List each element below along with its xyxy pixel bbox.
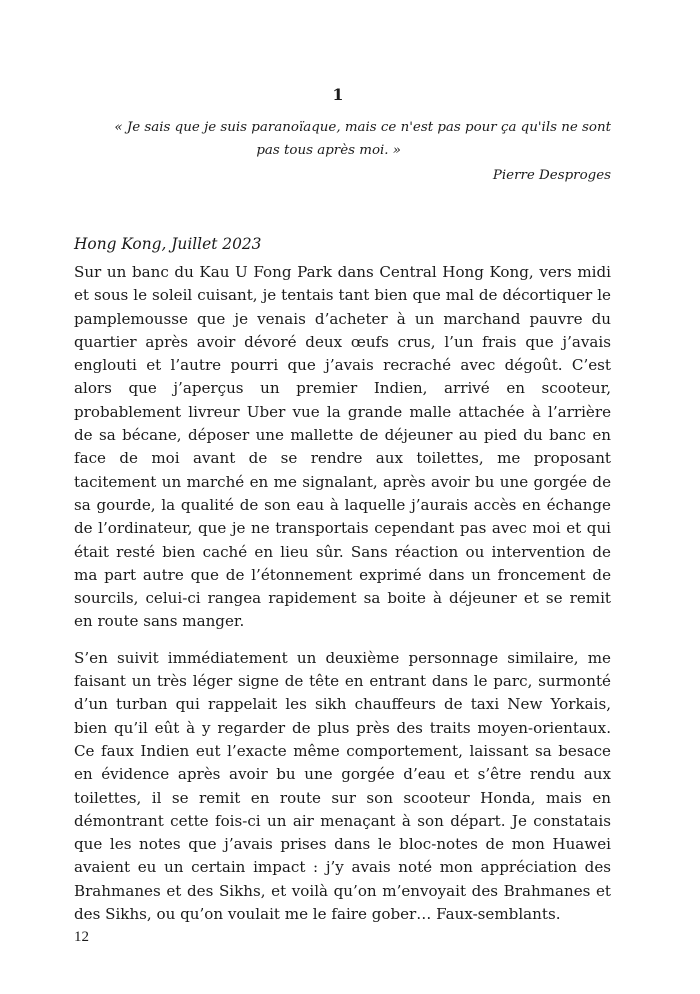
place-date-heading: Hong Kong, Juillet 2023 xyxy=(74,235,262,253)
paragraph: S’en suivit immédiatement un deuxième personnage similaire, me faisant un très léger signe de tête en entrant dans le parc, surmonté d’un turban qui rappelait les sikh chauffeurs de taxi New Yorkais, bien qu’il eût à y regarder de plus près des traits moyen-orientaux. Ce faux Indien eut l’exacte même comportement, laissant sa besace en évidence après avoir bu une gorgée d’eau et s’être rendu aux toilettes, il se remit en route sur son scooteur Honda, mais en démontrant cette fois-ci un air menaçant à son départ. Je constatais que les notes que j’avais prises dans le bloc-notes de mon Huawei avaient eu un certain impact : j’y avais noté mon appréciation des Brahmanes et des Sikhs, et voilà qu’on m’envoyait des Brahmanes et des Sikhs, ou qu’on voulait me le faire gober… Faux-semblants. xyxy=(74,648,611,924)
paragraph: Sur un banc du Kau U Fong Park dans Central Hong Kong, vers midi et sous le soleil cuisant, je tentais tant bien que mal de décortiquer le pamplemousse que je venais d’acheter à un marchand pauvre du quartier après avoir dévoré deux œufs crus, l’un frais que j’avais englouti et l’autre pourri que j’avais recraché avec dégoût. C’est alors que j’aperçus un premier Indien, arrivé en scooteur, probablement livreur Uber vue la grande malle attachée à l’arrière de sa bécane, déposer une mallette de déjeuner au pied du banc en face de moi avant de se rendre aux toilettes, me proposant tacitement un marché en me signalant, après avoir bu une gorgée de sa gourde, la qualité de son eau à laquelle j’aurais accès en échange de l’ordinateur, que je ne transportais cependant pas avec moi et qui était resté bien caché en lieu sûr. Sans réaction ou intervention de ma part autre que de l’étonnement exprimé dans un froncement de sourcils, celui-ci rangea rapidement sa boite à déjeuner et se remit en route sans manger. xyxy=(74,263,611,631)
epigraph-quote xyxy=(90,116,611,162)
epigraph-author: Pierre Desproges xyxy=(492,168,611,183)
page-number: 12 xyxy=(74,929,89,945)
chapter-body xyxy=(74,261,611,939)
chapter-number: 1 xyxy=(332,85,344,104)
epigraph-line-2: pas tous après moi. » xyxy=(256,143,401,158)
epigraph-line-1: « Je sais que je suis paranoïaque, mais ce n'est pas pour ça qu'ils ne sont xyxy=(114,120,611,135)
